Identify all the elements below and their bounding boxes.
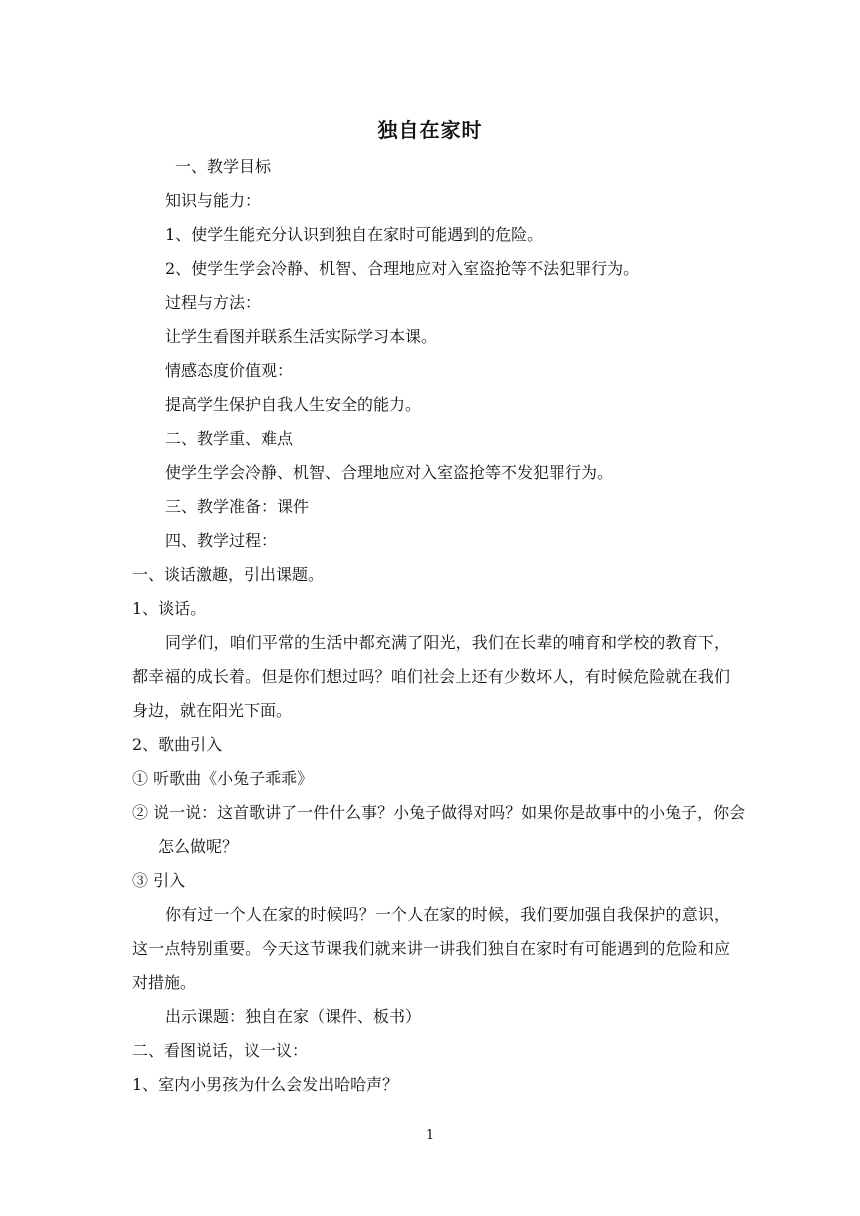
heading-process: 四、教学过程：	[165, 531, 278, 550]
key-points-text: 使学生学会冷静、机智、合理地应对入室盗抢等不发犯罪行为。	[165, 463, 614, 482]
heading-preparation: 三、教学准备：课件	[165, 497, 310, 516]
subsection-song: 2、歌曲引入	[132, 735, 223, 754]
section-2-heading: 二、看图说话，议一议：	[132, 1041, 309, 1060]
subheading-values: 情感态度价值观：	[165, 361, 294, 380]
page-number: 1	[425, 1128, 435, 1143]
question-1: 1、室内小男孩为什么会发出哈哈声？	[132, 1075, 399, 1094]
topic-line: 出示课题：独自在家（课件、板书）	[165, 1007, 422, 1026]
goal-item-2: 2、使学生学会冷静、机智、合理地应对入室盗抢等不法犯罪行为。	[165, 259, 640, 278]
paragraph-lead-in: 你有过一个人在家的时候吗？一个人在家的时候，我们要加强自我保护的意识，这一点特别重要。今天这节课我们就来讲一讲我们独自在家时有可能遇到的危险和应对措施。	[132, 905, 730, 992]
subsection-talk: 1、谈话。	[132, 599, 207, 618]
subheading-process: 过程与方法：	[165, 293, 262, 312]
values-text: 提高学生保护自我人生安全的能力。	[165, 395, 422, 414]
list-item-2: ② 说一说：这首歌讲了一件什么事？小兔子做得对吗？如果你是故事中的小兔子，你会怎么做呢？	[132, 803, 746, 856]
list-item-3: ③ 引入	[132, 871, 186, 890]
section-1-heading: 一、谈话激趣，引出课题。	[132, 565, 325, 584]
document-title: 独自在家时	[377, 118, 483, 142]
list-item-1: ① 听歌曲《小兔子乖乖》	[132, 769, 314, 788]
heading-teaching-goals: 一、教学目标	[175, 157, 272, 176]
goal-item-1: 1、使学生能充分认识到独自在家时可能遇到的危险。	[165, 225, 544, 244]
paragraph-intro: 同学们，咱们平常的生活中都充满了阳光，我们在长辈的哺育和学校的教育下，都幸福的成长着。但是你们想过吗？咱们社会上还有少数坏人，有时候危险就在我们身边，就在阳光下面。	[132, 633, 730, 720]
process-text: 让学生看图并联系生活实际学习本课。	[165, 327, 438, 346]
subheading-knowledge: 知识与能力：	[165, 191, 262, 210]
heading-key-points: 二、教学重、难点	[165, 429, 294, 448]
